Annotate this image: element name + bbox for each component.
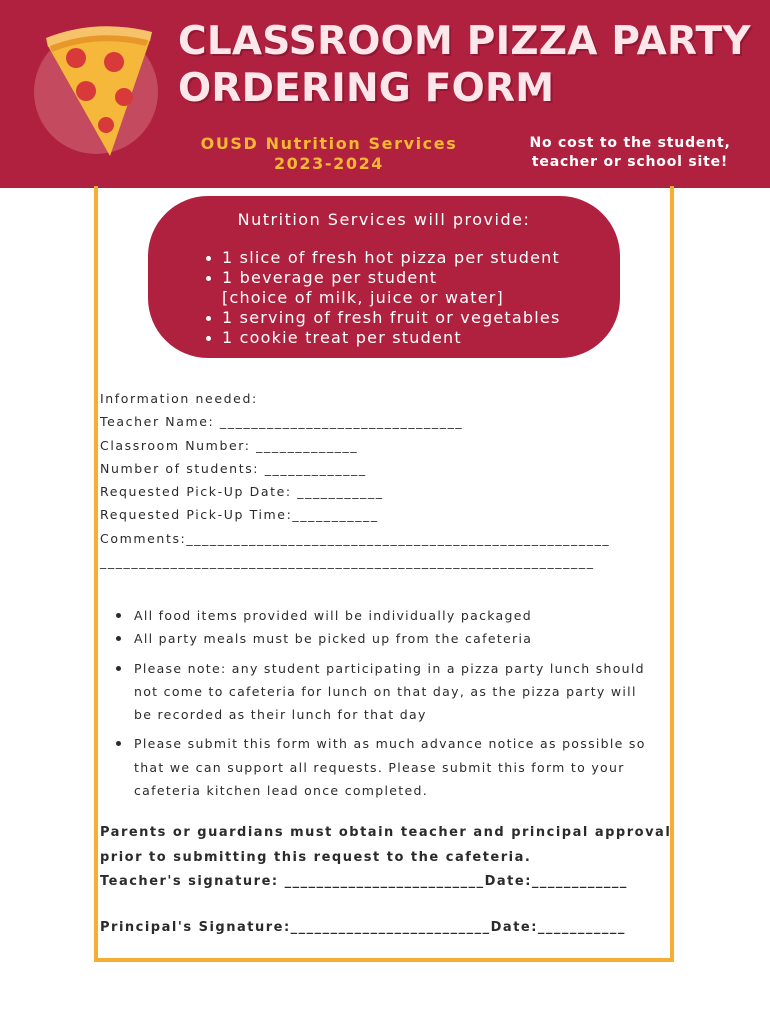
note-item: Please note: any student participating in a pizza party lunch should not come to cafeteria for lunch on that day, as the pizza party will be recorded as their lunch for that day bbox=[116, 657, 646, 727]
note-item: Please submit this form with as much advance notice as possible so that we can support all requests. Please submit this form to your cafeteria kitchen lead once completed. bbox=[116, 732, 646, 802]
notes-list bbox=[116, 604, 646, 808]
approval-notice-line-2: prior to submitting this request to the cafeteria. bbox=[100, 849, 532, 865]
principal-signature-field[interactable]: Principal's Signature:_________________________Date:___________ bbox=[100, 919, 626, 935]
subtitle: OUSD Nutrition Services 2023-2024 bbox=[200, 134, 458, 173]
teacher-name-field[interactable]: Teacher Name: _______________________________ bbox=[100, 414, 464, 430]
provide-box bbox=[148, 196, 620, 358]
pizza-slice-icon bbox=[34, 24, 164, 159]
provide-heading: Nutrition Services will provide: bbox=[237, 210, 531, 229]
comments-field-line-2[interactable]: _______________________________________________________________ bbox=[100, 554, 595, 570]
pickup-time-field[interactable]: Requested Pick-Up Time:___________ bbox=[100, 507, 379, 523]
provide-item: 1 slice of fresh hot pizza per student bbox=[206, 248, 560, 268]
note-item: All party meals must be picked up from the cafeteria bbox=[116, 627, 646, 650]
tagline: No cost to the student, teacher or school site! bbox=[529, 135, 731, 170]
spacer bbox=[100, 895, 670, 916]
header-banner bbox=[0, 0, 770, 188]
info-heading: Information needed: bbox=[100, 391, 258, 406]
classroom-number-field[interactable]: Classroom Number: _____________ bbox=[100, 437, 359, 453]
teacher-signature-field[interactable]: Teacher's signature: _________________________Date:____________ bbox=[100, 874, 628, 889]
provide-item: 1 serving of fresh fruit or vegetables bbox=[206, 308, 560, 328]
page-title: CLASSROOM PIZZA PARTY ORDERING FORM bbox=[178, 19, 751, 111]
comments-field[interactable]: Comments:______________________________________________________ bbox=[100, 530, 611, 546]
note-item: All food items provided will be individually packaged bbox=[116, 604, 646, 627]
provide-item: 1 cookie treat per student bbox=[206, 328, 560, 348]
pickup-date-field[interactable]: Requested Pick-Up Date: ___________ bbox=[100, 484, 384, 500]
approval-notice-line-1: Parents or guardians must obtain teacher and principal approval bbox=[100, 825, 672, 840]
information-section bbox=[100, 387, 665, 573]
number-of-students-field[interactable]: Number of students: _____________ bbox=[100, 460, 367, 476]
approval-section bbox=[100, 821, 670, 940]
beverage-detail: [choice of milk, juice or water] bbox=[222, 288, 505, 307]
provide-item: 1 beverage per student [choice of milk, juice or water] bbox=[206, 268, 560, 308]
provide-list bbox=[206, 248, 560, 348]
